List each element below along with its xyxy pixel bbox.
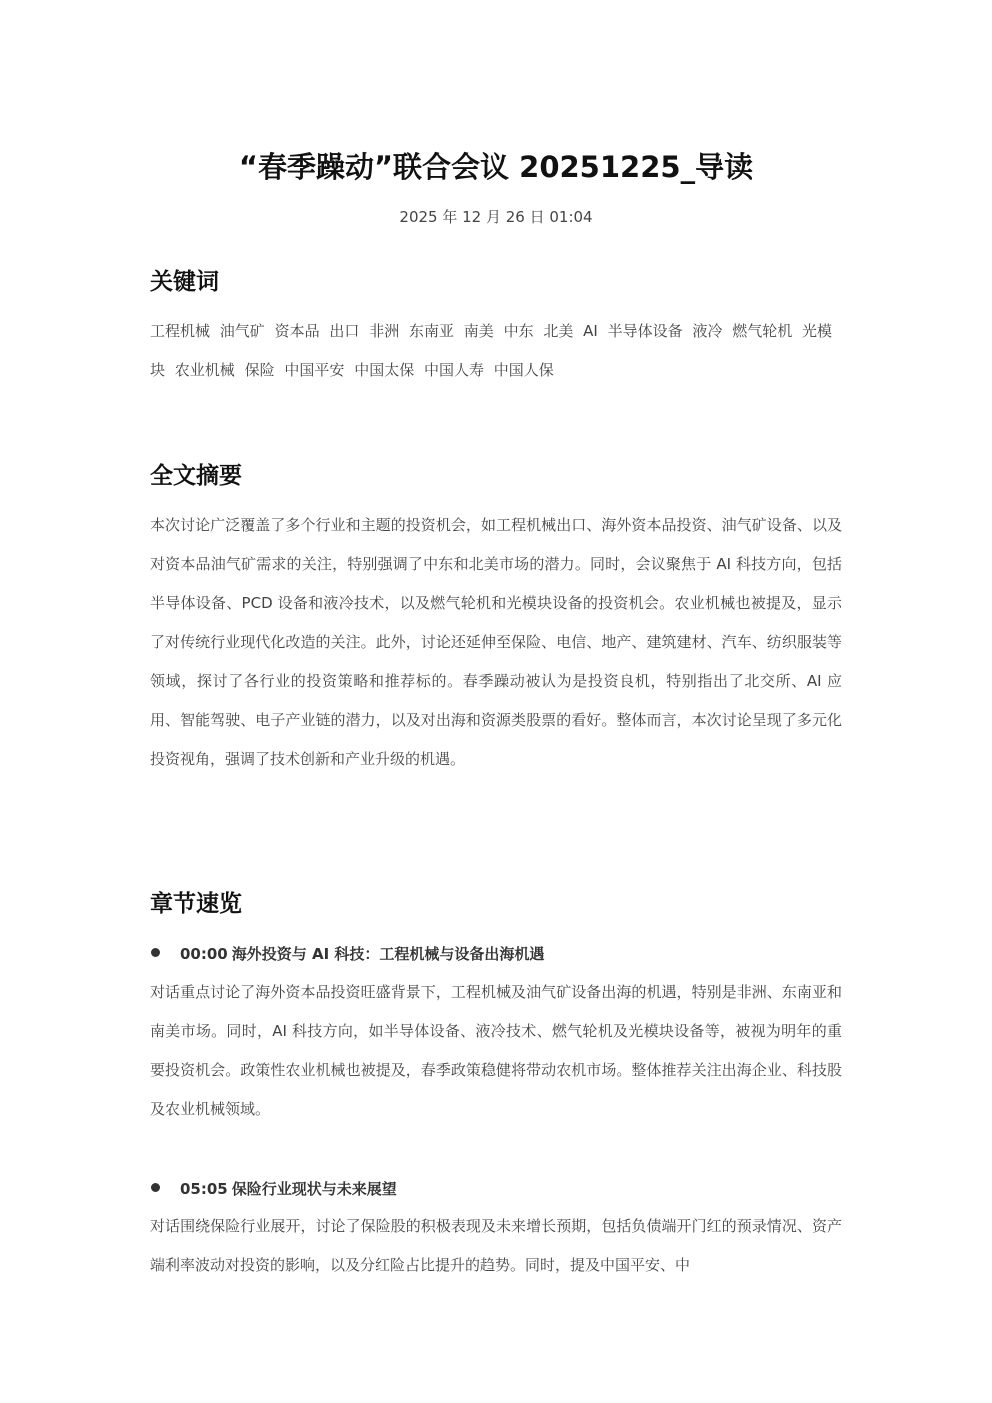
chapter-time: 05:05 bbox=[180, 1180, 228, 1198]
keyword-item: 南美 bbox=[463, 322, 494, 340]
keyword-item: AI bbox=[583, 322, 598, 340]
keyword-item: 资本品 bbox=[274, 322, 320, 340]
chapter-text: 对话重点讨论了海外资本品投资旺盛背景下，工程机械及油气矿设备出海的机遇，特别是非洲、东南亚和南美市场。同时，AI 科技方向，如半导体设备、液冷技术、燃气轮机及光模块设备等，被视为明年的重要投资机会。政策性农业机械也被提及，春季政策稳健将带动农机市场。整体推荐关注出海企业、科技股及农业机械领域。 bbox=[150, 983, 842, 1118]
keyword-item: 中东 bbox=[503, 322, 534, 340]
keyword-item: 中国人寿 bbox=[423, 361, 484, 379]
keyword-item: 中国平安 bbox=[284, 361, 345, 379]
bullet-icon bbox=[151, 1183, 160, 1192]
summary-text: 本次讨论广泛覆盖了多个行业和主题的投资机会，如工程机械出口、海外资本品投资、油气矿设备、以及对资本品油气矿需求的关注，特别强调了中东和北美市场的潜力。同时，会议聚焦于 AI 科技方向，包括半导体设备、PCD 设备和液冷技术，以及燃气轮机和光模块设备的投资机会。农业机械也被提及，显示了对传统行业现代化改造的关注。此外，讨论还延伸至保险、电信、地产、建筑建材、汽车、纺织服装等领域，探讨了各行业的投资策略和推荐标的。春季躁动被认为是投资良机，特别指出了北交所、AI 应用、智能驾驶、电子产业链的潜力，以及对出海和资源类股票的看好。整体而言，本次讨论呈现了多元化投资视角，强调了技术创新和产业升级的机遇。 bbox=[150, 516, 842, 768]
keyword-item: 北美 bbox=[543, 322, 574, 340]
keywords-heading: 关键词 bbox=[150, 269, 219, 295]
chapter-time: 00:00 bbox=[180, 945, 228, 963]
chapter-text: 对话围绕保险行业展开，讨论了保险股的积极表现及未来增长预期，包括负债端开门红的预录情况、资产端利率波动对投资的影响，以及分红险占比提升的趋势。同时，提及中国平安、中 bbox=[150, 1217, 842, 1274]
chapter-title: 保险行业现状与未来展望 bbox=[231, 1180, 397, 1198]
keyword-item: 出口 bbox=[329, 322, 360, 340]
keyword-item: 保险 bbox=[244, 361, 275, 379]
keyword-item: 中国人保 bbox=[493, 361, 554, 379]
keyword-item: 半导体设备 bbox=[607, 322, 683, 340]
chapter-title: 海外投资与 AI 科技：工程机械与设备出海机遇 bbox=[231, 945, 545, 963]
bullet-icon bbox=[151, 948, 160, 957]
document-title: “春季躁动”联合会议 20251225_导读 bbox=[238, 150, 754, 184]
keyword-item: 农业机械 bbox=[174, 361, 235, 379]
keyword-item: 光模块 bbox=[150, 322, 833, 379]
keyword-item: 油气矿 bbox=[219, 322, 265, 340]
document-date: 2025 年 12 月 26 日 01:04 bbox=[399, 208, 593, 226]
keywords-list bbox=[150, 312, 842, 390]
keyword-item: 东南亚 bbox=[408, 322, 454, 340]
keyword-item: 非洲 bbox=[369, 322, 400, 340]
chapter-heading bbox=[150, 939, 842, 969]
keyword-item: 中国太保 bbox=[354, 361, 415, 379]
keyword-item: 液冷 bbox=[692, 322, 723, 340]
keyword-item: 工程机械 bbox=[150, 322, 211, 340]
summary-heading: 全文摘要 bbox=[150, 463, 242, 489]
chapter-heading bbox=[150, 1174, 842, 1204]
keyword-item: 燃气轮机 bbox=[732, 322, 793, 340]
chapters-heading: 章节速览 bbox=[150, 891, 242, 917]
